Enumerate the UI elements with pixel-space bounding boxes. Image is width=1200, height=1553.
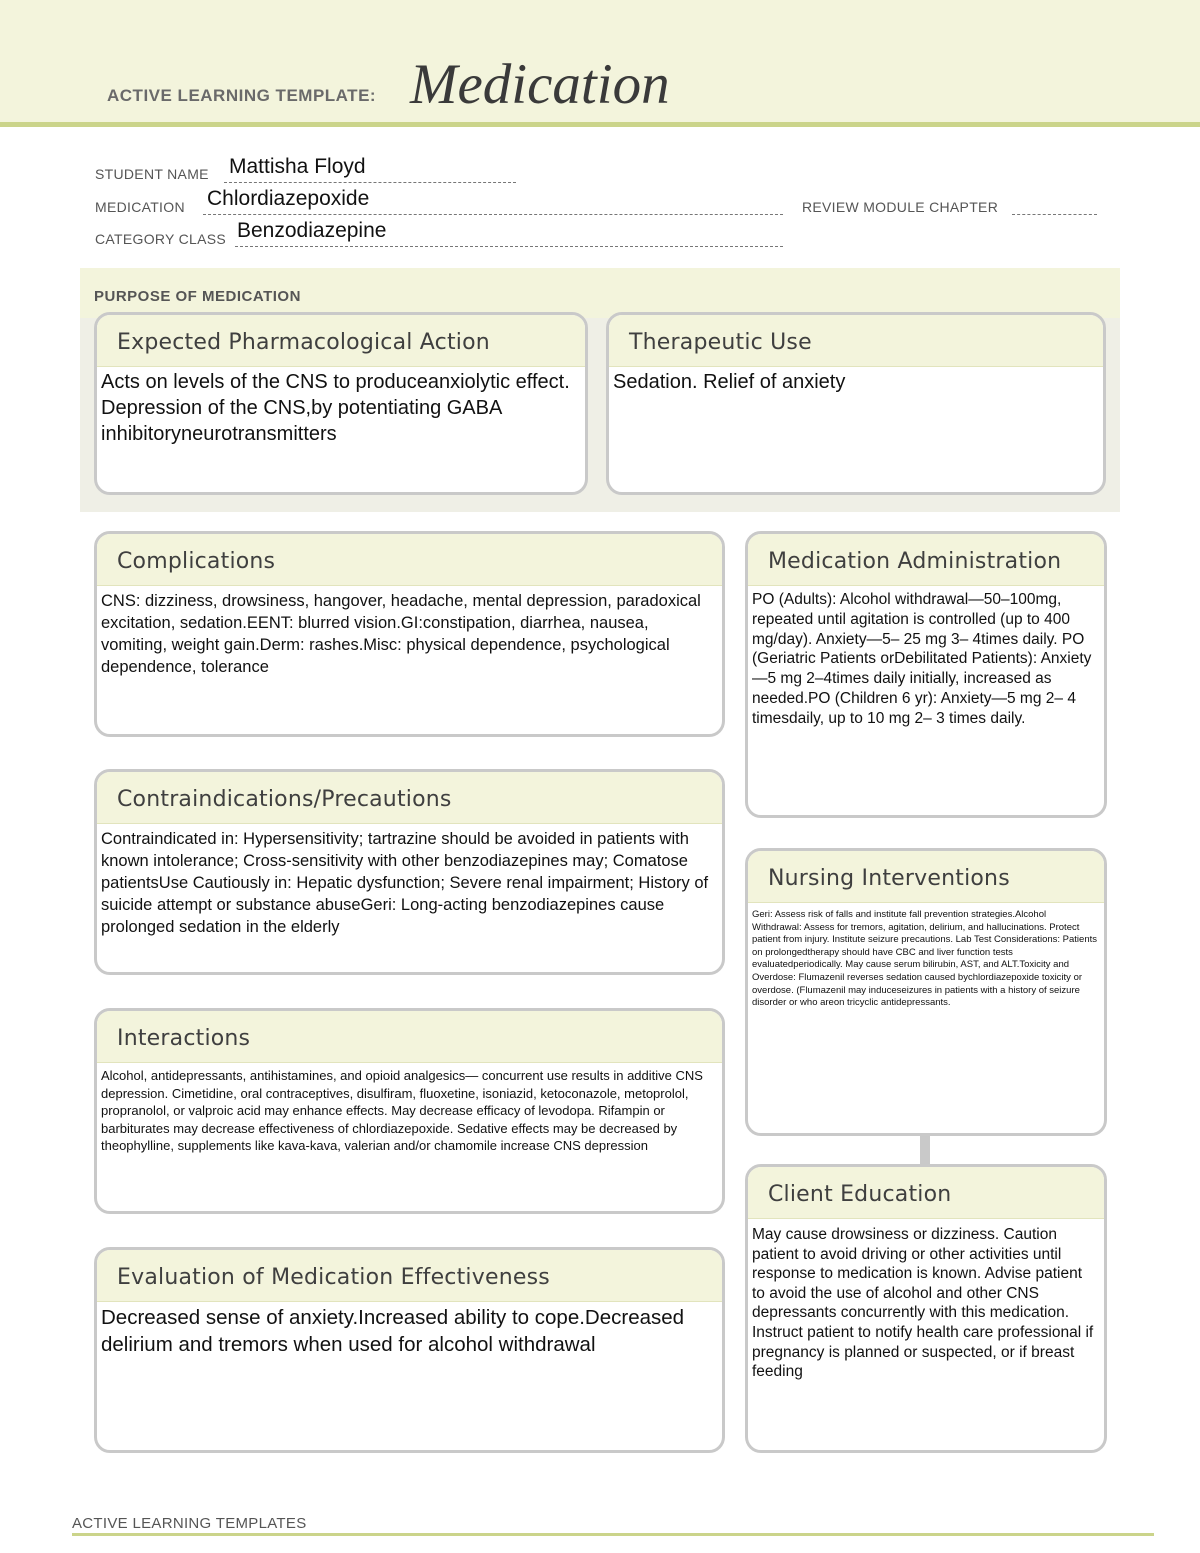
- medication-value[interactable]: Chlordiazepoxide: [207, 187, 370, 210]
- evaluation-text[interactable]: Decreased sense of anxiety.Increased ability to cope.Decreased delirium and tremors when used for alcohol withdrawal: [101, 1306, 685, 1356]
- nursing-interventions-box: [745, 848, 1107, 1136]
- complications-box: [94, 531, 725, 737]
- administration-text[interactable]: PO (Adults): Alcohol withdrawal—50–100mg, repeated until agitation is controlled (up to 400 mg/day). Anxiety—5– 25 mg 3– 4times daily. PO (Geriatric Patients orDebilitated Patients): Anxiety—5 mg 2–4times daily initially, increased as needed.PO (Children 6 yr): Anxiety—5 mg 2– 4 timesdaily, up to 10 mg 2– 3 times daily.: [752, 591, 1092, 727]
- evaluation-title: Evaluation of Medication Effectiveness: [97, 1250, 722, 1302]
- therapeutic-use-title: Therapeutic Use: [609, 315, 1103, 367]
- student-name-line: [224, 182, 516, 183]
- complications-text[interactable]: CNS: dizziness, drowsiness, hangover, headache, mental depression, paradoxical excitation, sedation.EENT: blurred vision.GI:constipation, diarrhea, nausea, vomiting, weight gain.Derm: rashes.Misc: physical dependence, psychological dependence, tolerance: [101, 592, 701, 676]
- contraindications-title: Contraindications/Precautions: [97, 772, 722, 824]
- administration-box: [745, 531, 1107, 818]
- administration-title: Medication Administration: [748, 534, 1104, 586]
- complications-title: Complications: [97, 534, 722, 586]
- client-education-text[interactable]: May cause drowsiness or dizziness. Caution patient to avoid driving or other activities until response to medication is known. Advise patient to avoid the use of alcohol and other CNS depressants concurrently with this medication. Instruct patient to notify health care professional if pregnancy is planned or suspected, or if breast feeding: [752, 1226, 1094, 1381]
- contraindications-box: [94, 769, 725, 975]
- review-module-label: REVIEW MODULE CHAPTER: [802, 199, 999, 215]
- expected-action-title: Expected Pharmacological Action: [97, 315, 585, 367]
- template-title: Medication: [410, 53, 670, 116]
- expected-action-box: [94, 312, 588, 495]
- category-class-label: CATEGORY CLASS: [95, 231, 227, 247]
- footer-label: ACTIVE LEARNING TEMPLATES: [72, 1515, 307, 1532]
- template-label: ACTIVE LEARNING TEMPLATE:: [107, 86, 377, 105]
- interactions-box: [94, 1008, 725, 1214]
- interactions-title: Interactions: [97, 1011, 722, 1063]
- therapeutic-use-text[interactable]: Sedation. Relief of anxiety: [613, 371, 846, 393]
- medication-label: MEDICATION: [95, 199, 185, 215]
- nursing-interventions-title: Nursing Interventions: [748, 851, 1104, 903]
- nursing-interventions-text[interactable]: Geri: Assess risk of falls and institute fall prevention strategies.Alcohol Withdrawal: Assess for tremors, agitation, delirium, and hallucinations. Protect patient from injury. Institute seizure precautions. Lab Test Considerations: Patients on prolongedtherapy should have CBC and liver function tests evaluatedperiodically. May cause serum bilirubin, AST, and ALT.Toxicity and Overdose: Flumazenil reverses sedation caused bychlordiazepoxide toxicity or overdose. (Flumazenil may induceseizures in patients with a history of seizure disorder or who areon tricyclic antidepressants.: [752, 909, 1097, 1009]
- client-education-title: Client Education: [748, 1167, 1104, 1219]
- student-name-value[interactable]: Mattisha Floyd: [229, 155, 366, 178]
- expected-action-text[interactable]: Acts on levels of the CNS to produceanxiolytic effect. Depression of the CNS,by potentiating GABA inhibitoryneurotransmitters: [101, 371, 570, 445]
- category-class-line: [235, 246, 783, 247]
- footer-rule: [72, 1533, 1154, 1536]
- therapeutic-use-box: [606, 312, 1106, 495]
- medication-line: [203, 214, 783, 215]
- review-module-line: [1012, 214, 1097, 215]
- evaluation-box: [94, 1247, 725, 1453]
- interactions-text[interactable]: Alcohol, antidepressants, antihistamines, and opioid analgesics— concurrent use results in additive CNS depression. Cimetidine, oral contraceptives, disulfiram, fluoxetine, isoniazid, ketoconazole, metoprolol, propranolol, or valproic acid may enhance effects. May decrease efficacy of levodopa. Rifampin or barbiturates may decrease effectiveness of chlordiazepoxide. Sedative effects may be decreased by theophylline, supplements like kava-kava, valerian and/or chamomile increase CNS depression: [101, 1068, 703, 1153]
- student-name-label: STUDENT NAME: [95, 166, 209, 182]
- client-education-box: [745, 1164, 1107, 1453]
- purpose-label: PURPOSE OF MEDICATION: [94, 288, 301, 305]
- header-rule: [0, 122, 1200, 127]
- contraindications-text[interactable]: Contraindicated in: Hypersensitivity; tartrazine should be avoided in patients with known intolerance; Cross-sensitivity with other benzodiazepines may; Comatose patientsUse Cautiously in: Hepatic dysfunction; Severe renal impairment; History of suicide attempt or substance abuseGeri: Long-acting benzodiazepines cause prolonged sedation in the elderly: [101, 830, 709, 936]
- box-connector: [920, 1134, 930, 1166]
- category-class-value[interactable]: Benzodiazepine: [237, 219, 387, 242]
